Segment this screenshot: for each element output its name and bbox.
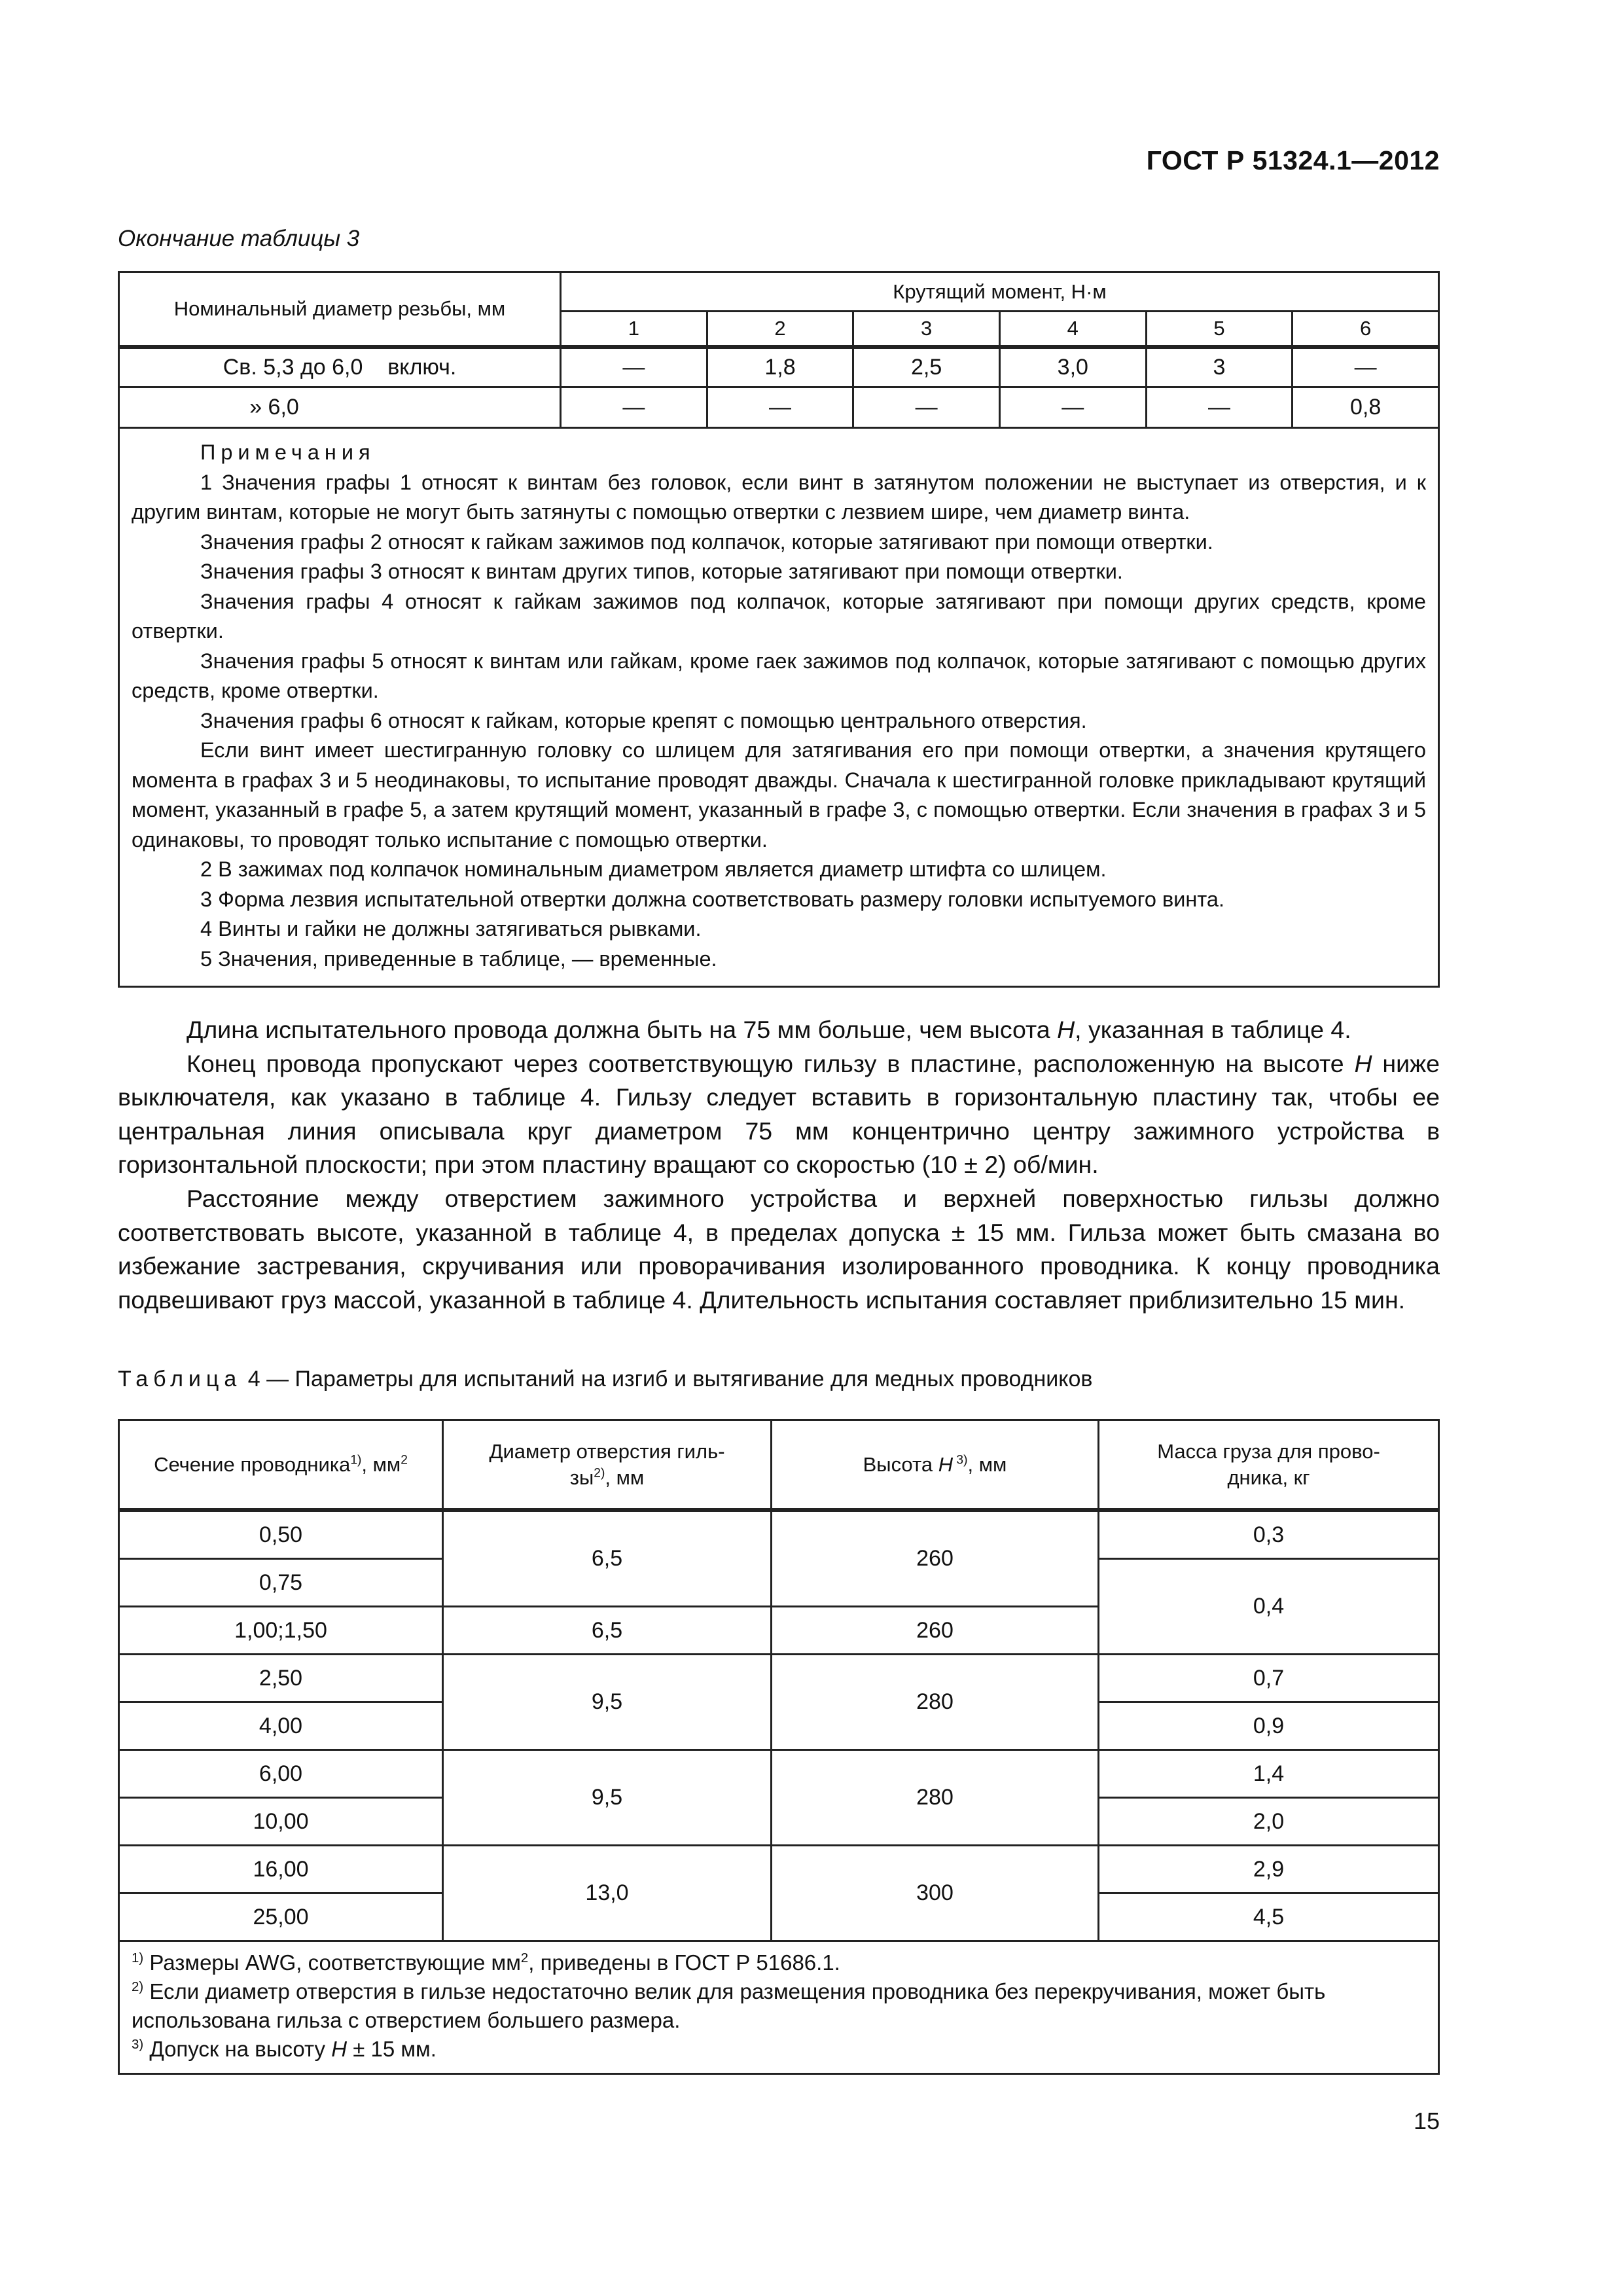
note: 4 Винты и гайки не должны затягиваться рывками. [200, 917, 702, 941]
note: 2 В зажимах под колпачок номинальным диаметром является диаметр штифта со шлицем. [200, 857, 1107, 881]
table-row [119, 1846, 1439, 1893]
t3-header-torque: Крутящий момент, Н·м [561, 272, 1439, 312]
t3-col-5: 5 [1146, 312, 1293, 347]
table-cell: 1,00;1,50 [119, 1607, 443, 1655]
table-cell: 9,5 [443, 1750, 772, 1846]
table-cell: — [1146, 387, 1293, 428]
table-cell: 6,5 [443, 1607, 772, 1655]
table-cell: 2,9 [1099, 1846, 1439, 1893]
paragraph: Конец провода пропускают через соответствующую гильзу в пластине, расположенную на высоте H ниже выключателя, как указано в таблице 4. Гильзу следует вставить в горизонтальную пластину так, чтобы ее центральная линия описывала круг диаметром 75 мм концентрично центру зажимного устройства в горизонтальной плоскости; при этом пластину вращают со скоростью (10 ± 2) об/мин. [118, 1049, 1440, 1178]
table-row [119, 1510, 1439, 1559]
t3-row-label: Св. 5,3 до 6,0 включ. [119, 347, 561, 387]
t4-header-mass: Масса груза для прово- дника, кг [1099, 1420, 1439, 1511]
table4-caption: Таблица 4 — Параметры для испытаний на изгиб и вытягивание для медных проводников [118, 1367, 1093, 1391]
note: Значения графы 2 относят к гайкам зажимов под колпачок, которые затягивают при помощи отвертки. [200, 529, 1213, 554]
t3-col-3: 3 [853, 312, 1000, 347]
t4-header-section: Сечение проводника$^{1)}$, $мм^2$ [119, 1420, 443, 1511]
notes-title: Примечания [200, 440, 376, 464]
table-cell: 280 [772, 1750, 1099, 1846]
table-cell: 260 [772, 1510, 1099, 1607]
note: 3 Форма лезвия испытательной отвертки должна соответствовать размеру головки испытуемого винта. [200, 887, 1224, 911]
table-cell: — [1293, 347, 1439, 387]
note: Значения графы 6 относят к гайкам, которые крепят с помощью центрального отверстия. [200, 708, 1087, 732]
table-cell: 280 [772, 1655, 1099, 1750]
table-cell: — [853, 387, 1000, 428]
document-id: ГОСТ Р 51324.1—2012 [1146, 145, 1440, 175]
table-cell: 2,0 [1099, 1798, 1439, 1846]
table-cell: 6,00 [119, 1750, 443, 1798]
table-cell: 0,9 [1099, 1702, 1439, 1750]
table3-continuation-label: Окончание таблицы 3 [118, 226, 360, 251]
table-cell: 0,8 [1293, 387, 1439, 428]
body-paragraphs-1 [118, 1013, 1440, 1182]
table-row [119, 1655, 1439, 1702]
table-cell: 2,50 [119, 1655, 443, 1702]
table-cell: 1,4 [1099, 1750, 1439, 1798]
table-cell: 9,5 [443, 1655, 772, 1750]
t3-header-diameter: Номинальный диаметр резьбы, мм [119, 272, 561, 347]
t4-footnotes [119, 1941, 1439, 2074]
table-cell: 10,00 [119, 1798, 443, 1846]
table-cell: 4,00 [119, 1702, 443, 1750]
body-paragraphs-2 [118, 1182, 1440, 1317]
table-cell: 3 [1146, 347, 1293, 387]
t3-col-1: 1 [561, 312, 707, 347]
t3-col-4: 4 [999, 312, 1146, 347]
table-cell: 0,75 [119, 1559, 443, 1607]
table-cell: 3,0 [999, 347, 1146, 387]
page-number: 15 [1413, 2108, 1440, 2134]
table-cell: 6,5 [443, 1510, 772, 1607]
table-3 [118, 271, 1440, 988]
table-cell: — [707, 387, 853, 428]
table-cell: 0,4 [1099, 1559, 1439, 1655]
t3-notes [119, 428, 1439, 987]
t4-header-diameter: Диаметр отверстия гиль- $зы^{2)}$, мм [443, 1420, 772, 1511]
note: 1 Значения графы 1 относят к винтам без головок, если винт в затянутом положении не выступает из отверстия, и к другим винтам, которые не могут быть затянуты с помощью отвертки с лезвием шире, чем диаметр винта. [132, 470, 1426, 524]
t3-row-label: » 6,0 [119, 387, 561, 428]
note: Значения графы 4 относят к гайкам зажимов под колпачок, которые затягивают при помощи других средств, кроме отвертки. [132, 589, 1426, 643]
table-row [119, 387, 1439, 428]
table-cell: 0,50 [119, 1510, 443, 1559]
table-row [119, 347, 1439, 387]
table-cell: — [561, 387, 707, 428]
paragraph: Длина испытательного провода должна быть на 75 мм больше, чем высота H, указанная в таблице 4. [187, 1016, 1351, 1043]
t4-header-height: Высота H $^{3)}$, мм [772, 1420, 1099, 1511]
note: 5 Значения, приведенные в таблице, — временные. [200, 946, 717, 971]
table-cell: 260 [772, 1607, 1099, 1655]
note: Если винт имеет шестигранную головку со шлицем для затягивания его при помощи отвертки, а значения крутящего момента в графах 3 и 5 неодинаковы, то испытание проводят дважды. Сначала к шестигранной головке прикладывают крутящий момент, указанный в графе 5, а затем крутящий момент, указанный в графе 3, с помощью отвертки. Если значения в графах 3 и 5 одинаковы, то проводят только испытание с помощью отвертки. [132, 738, 1426, 852]
table-cell: 4,5 [1099, 1893, 1439, 1941]
table-row [119, 1750, 1439, 1798]
table-cell: 13,0 [443, 1846, 772, 1941]
table-cell: 0,7 [1099, 1655, 1439, 1702]
paragraph: Расстояние между отверстием зажимного устройства и верхней поверхностью гильзы должно соответствовать высоте, указанной в таблице 4, в пределах допуска ± 15 мм. Гильза может быть смазана во избежание застревания, скручивания или проворачивания изолированного проводника. К концу проводника подвешивают груз массой, указанной в таблице 4. Длительность испытания составляет приблизительно 15 мин. [118, 1185, 1440, 1314]
table-cell: 16,00 [119, 1846, 443, 1893]
footnote: $^{1)}$ Размеры AWG, соответствующие $мм^2$, приведены в ГОСТ Р 51686.1. [132, 1950, 840, 1975]
table-cell: 0,3 [1099, 1510, 1439, 1559]
t3-col-6: 6 [1293, 312, 1439, 347]
table-cell: — [999, 387, 1146, 428]
table-cell: 300 [772, 1846, 1099, 1941]
t3-col-2: 2 [707, 312, 853, 347]
table-cell: — [561, 347, 707, 387]
footnote: $^{2)}$ Если диаметр отверстия в гильзе недостаточно велик для размещения проводника без перекручивания, может быть использована гильза с отверстием большего размера. [132, 1979, 1326, 2032]
note: Значения графы 3 относят к винтам других типов, которые затягивают при помощи отвертки. [200, 560, 1123, 583]
table-cell: 2,5 [853, 347, 1000, 387]
table-cell: 1,8 [707, 347, 853, 387]
footnote: $^{3)}$ Допуск на высоту H ± 15 мм. [132, 2037, 437, 2061]
table-4 [118, 1419, 1440, 2075]
table-cell: 25,00 [119, 1893, 443, 1941]
note: Значения графы 5 относят к винтам или гайкам, кроме гаек зажимов под колпачок, которые затягивают с помощью других средств, кроме отвертки. [132, 649, 1426, 702]
